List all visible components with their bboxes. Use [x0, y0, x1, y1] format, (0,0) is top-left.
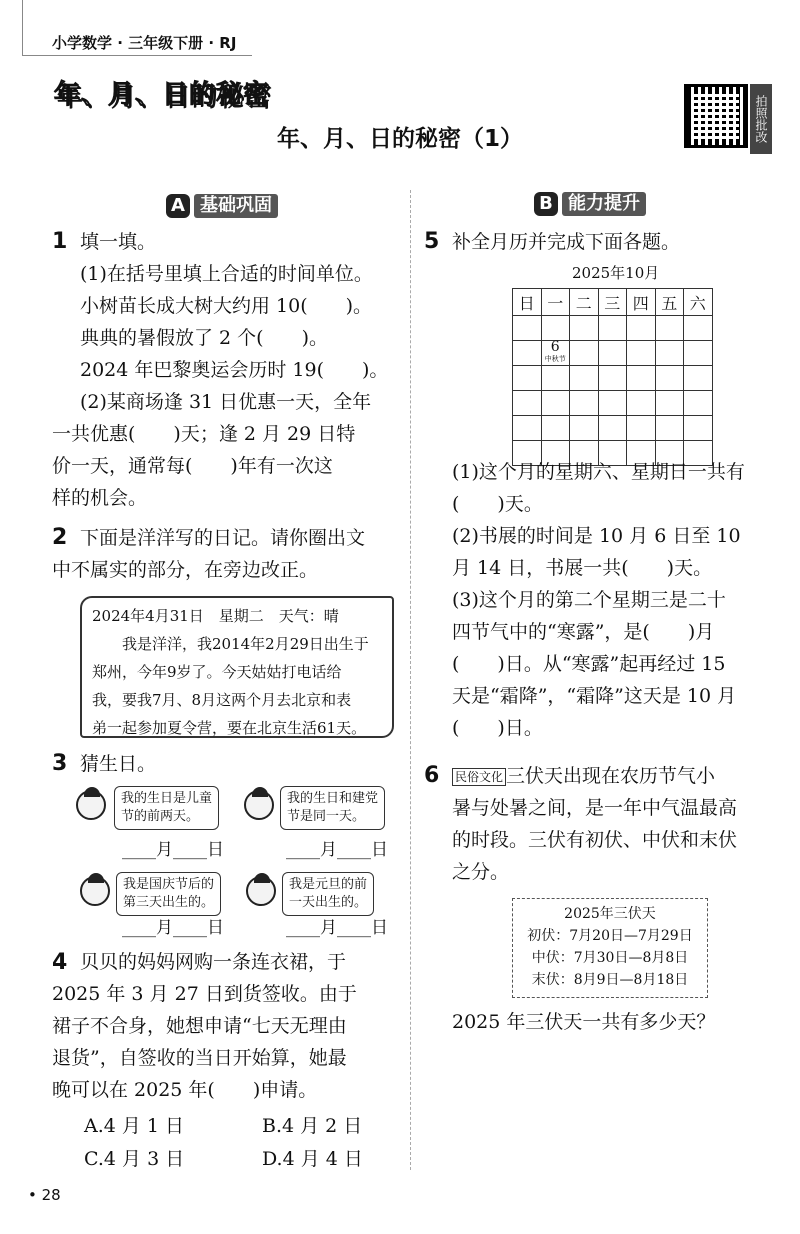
calendar-cell[interactable] [570, 316, 599, 341]
header-rule-horizontal [22, 55, 252, 56]
q4-line: 贝贝的妈妈网购一条连衣裙，于 [80, 951, 347, 973]
sanfu-info-box [512, 898, 708, 998]
calendar-cell[interactable] [684, 316, 713, 341]
unit-banner-title: 年、月、日的秘密 [54, 79, 271, 110]
diary-box [80, 596, 394, 738]
q5-line: (1)这个月的星期六、星期日一共有 [452, 461, 745, 483]
question-4-number: 4 [52, 950, 68, 975]
answer-blank[interactable]: ____月____日 [286, 840, 388, 860]
qr-side-label: 拍照批改 [750, 84, 772, 154]
bubble-line: 第三天出生的。 [123, 895, 215, 910]
weekday-header: 四 [627, 289, 656, 316]
weekday-header: 五 [655, 289, 684, 316]
calendar-cell[interactable] [627, 416, 656, 441]
question-2-number: 2 [52, 525, 68, 550]
q6-line: 的时段。三伏有初伏、中伏和末伏 [452, 829, 738, 851]
calendar-cell[interactable] [598, 341, 627, 366]
bubble-line: 我的生日和建党 [287, 791, 379, 806]
q1-line: 填一填。 [80, 231, 157, 253]
weekday-header: 日 [513, 289, 542, 316]
calendar-cell[interactable] [627, 316, 656, 341]
speech-bubble [116, 872, 221, 916]
q5-line: (3)这个月的第二个星期三是二十 [452, 589, 726, 611]
question-6 [452, 760, 737, 888]
q5-line: 月 14 日，书展一共( )天。 [452, 557, 713, 579]
section-b-label: 能力提升 [562, 192, 646, 216]
bubble-line: 我是国庆节后的 [123, 877, 215, 892]
bubble-line: 节是同一天。 [287, 809, 366, 824]
answer-blank[interactable]: ____月____日 [122, 918, 224, 938]
diary-line: 弟一起参加夏令营，要在北京生活61天。 [92, 719, 367, 737]
q5-line: ( )日。 [452, 717, 543, 739]
question-5-subquestions [452, 456, 745, 744]
calendar-cell[interactable] [513, 391, 542, 416]
calendar-cell[interactable] [655, 316, 684, 341]
calendar-cell[interactable] [598, 316, 627, 341]
calendar-cell[interactable] [627, 341, 656, 366]
answer-blank[interactable]: ____月____日 [286, 918, 388, 938]
weekday-header: 二 [570, 289, 599, 316]
page-number: • 28 [28, 1186, 61, 1204]
q6-line: 之分。 [452, 861, 510, 883]
calendar-cell-marked[interactable] [541, 341, 570, 366]
info-box-title: 2025年三伏天 [564, 906, 656, 922]
weekday-header: 三 [598, 289, 627, 316]
calendar-grid [512, 288, 713, 466]
q5-line: ( )日。从“寒露”起再经过 15 [452, 653, 726, 675]
q5-line: (2)书展的时间是 10 月 6 日至 10 [452, 525, 741, 547]
calendar-cell[interactable] [570, 341, 599, 366]
q1-line: 一共优惠( )天；逢 2 月 29 日特 [52, 423, 356, 445]
speech-bubble [282, 872, 374, 916]
q4-line: 晚可以在 2025 年( )申请。 [52, 1079, 318, 1101]
child-avatar-icon [246, 876, 276, 906]
bubble-line: 节的前两天。 [121, 809, 200, 824]
calendar-cell[interactable] [655, 391, 684, 416]
q4-line: 2025 年 3 月 27 日到货签收。由于 [52, 983, 357, 1005]
info-box-line: 初伏：7月20日—7月29日 [527, 928, 693, 944]
diary-line: 2024年4月31日 星期二 天气：晴 [92, 607, 339, 625]
question-3-number: 3 [52, 751, 68, 776]
calendar-cell[interactable] [627, 391, 656, 416]
calendar-cell[interactable] [598, 391, 627, 416]
option-c[interactable]: C.4 月 3 日 [84, 1148, 185, 1170]
calendar-cell[interactable] [684, 391, 713, 416]
diary-line: 我，要我7月、8月这两个月去北京和表 [92, 691, 352, 709]
question-1-number: 1 [52, 229, 68, 254]
q2-line: 下面是洋洋写的日记。请你圈出文 [80, 527, 366, 549]
q1-line: 价一天，通常每( )年有一次这 [52, 455, 333, 477]
q4-line: 裙子不合身，她想申请“七天无理由 [52, 1015, 347, 1037]
answer-blank[interactable]: ____月____日 [122, 840, 224, 860]
calendar-cell[interactable] [684, 341, 713, 366]
question-4 [52, 946, 357, 1106]
question-3-title: 猜生日。 [80, 753, 157, 775]
q2-line: 中不属实的部分，在旁边改正。 [52, 559, 319, 581]
calendar-title: 2025年10月 [572, 264, 660, 282]
q1-line: (2)某商场逢 31 日优惠一天，全年 [80, 391, 372, 413]
child-avatar-icon [80, 876, 110, 906]
qr-code-icon[interactable] [684, 84, 748, 148]
q6-line: 暑与处暑之间，是一年中气温最高 [452, 797, 738, 819]
calendar-cell[interactable] [570, 416, 599, 441]
calendar-cell[interactable] [598, 366, 627, 391]
calendar-cell[interactable] [513, 416, 542, 441]
calendar-cell[interactable] [513, 316, 542, 341]
calendar-cell[interactable] [513, 341, 542, 366]
calendar-cell[interactable] [655, 341, 684, 366]
option-d[interactable]: D.4 月 4 日 [262, 1148, 363, 1170]
calendar-cell[interactable] [655, 366, 684, 391]
info-box-line: 末伏：8月9日—8月18日 [531, 972, 689, 988]
calendar-cell[interactable] [541, 416, 570, 441]
calendar-cell[interactable] [513, 366, 542, 391]
q5-line: 天是“霜降”，“霜降”这天是 10 月 [452, 685, 737, 707]
q1-line: (1)在括号里填上合适的时间单位。 [80, 263, 373, 285]
option-a[interactable]: A.4 月 1 日 [84, 1115, 185, 1137]
q1-line: 2024 年巴黎奥运会历时 19( )。 [80, 359, 389, 381]
calendar-cell[interactable] [655, 416, 684, 441]
question-5-number: 5 [424, 229, 440, 254]
question-5-title: 补全月历并完成下面各题。 [452, 231, 681, 253]
section-a-label: 基础巩固 [194, 194, 278, 218]
calendar-cell[interactable] [541, 366, 570, 391]
q1-line: 典典的暑假放了 2 个( )。 [80, 327, 328, 349]
category-tag: 民俗文化 [452, 768, 506, 786]
calendar-cell[interactable] [684, 416, 713, 441]
diary-line: 郑州，今年9岁了。今天姑姑打电话给 [92, 663, 342, 681]
q5-line: ( )天。 [452, 493, 543, 515]
child-avatar-icon [76, 790, 106, 820]
speech-bubble [114, 786, 219, 830]
bubble-line: 我的生日是儿童 [121, 791, 213, 806]
marked-note: 中秋节 [544, 355, 566, 363]
marked-day: 6 [550, 339, 560, 355]
calendar-cell[interactable] [570, 366, 599, 391]
header-rule-vertical [22, 0, 23, 55]
bubble-line: 一天出生的。 [289, 895, 368, 910]
question-1 [52, 226, 389, 514]
q5-line: 四节气中的“寒露”，是( )月 [452, 621, 715, 643]
calendar-cell[interactable] [598, 416, 627, 441]
question-2 [52, 522, 366, 586]
child-avatar-icon [244, 790, 274, 820]
calendar-cell[interactable] [684, 366, 713, 391]
weekday-header: 六 [684, 289, 713, 316]
q4-line: 退货”，自签收的当日开始算，她最 [52, 1047, 347, 1069]
unit-banner [54, 74, 270, 110]
section-b-heading [534, 190, 646, 218]
section-a-heading [166, 192, 278, 220]
column-divider [410, 190, 411, 1170]
calendar-cell[interactable] [541, 391, 570, 416]
calendar-cell[interactable] [541, 316, 570, 341]
bubble-line: 我是元旦的前 [289, 877, 368, 892]
q1-line: 小树苗长成大树大约用 10( )。 [80, 295, 373, 317]
question-6-number: 6 [424, 763, 440, 788]
section-a-letter: A [166, 194, 190, 218]
calendar-cell[interactable] [570, 391, 599, 416]
speech-bubble [280, 786, 385, 830]
question-6-prompt: 2025 年三伏天一共有多少天？ [452, 1011, 716, 1033]
q1-line: 样的机会。 [52, 487, 148, 509]
info-box-line: 中伏：7月30日—8月8日 [531, 950, 689, 966]
diary-line: 我是洋洋，我2014年2月29日出生于 [92, 635, 369, 653]
option-b[interactable]: B.4 月 2 日 [262, 1115, 363, 1137]
weekday-header: 一 [541, 289, 570, 316]
book-title: 小学数学 · 三年级下册 · RJ [52, 34, 237, 52]
lesson-title: 年、月、日的秘密（1） [276, 126, 523, 152]
section-b-letter: B [534, 192, 558, 216]
q6-line: 三伏天出现在农历节气小 [506, 765, 716, 787]
calendar-cell[interactable] [627, 366, 656, 391]
